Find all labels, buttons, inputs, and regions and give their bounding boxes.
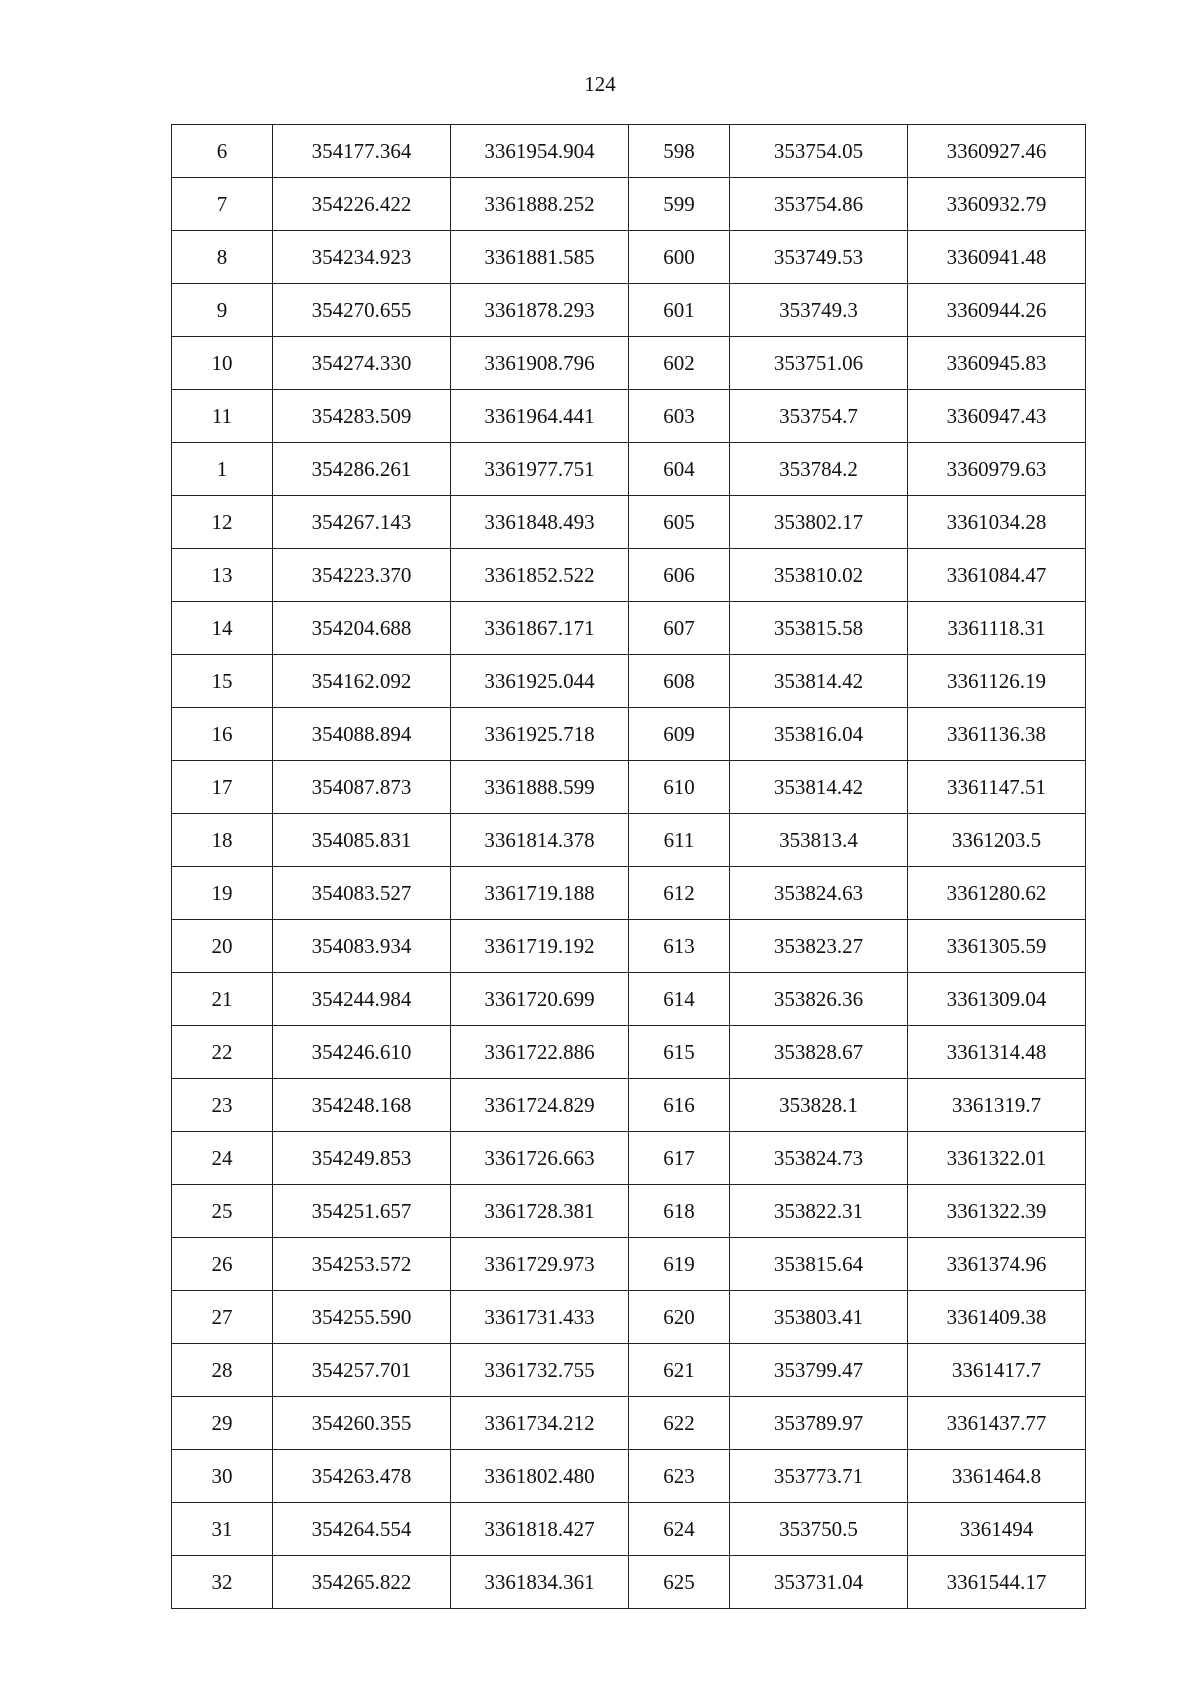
y-coordinate-left-cell: 3361888.252	[451, 178, 629, 231]
table-row	[172, 1503, 1086, 1556]
point-id-left-cell: 16	[172, 708, 273, 761]
y-coordinate-right-cell: 3361126.19	[908, 655, 1086, 708]
y-coordinate-right-cell: 3361084.47	[908, 549, 1086, 602]
point-id-left-cell: 12	[172, 496, 273, 549]
table-row	[172, 708, 1086, 761]
point-id-right-cell: 599	[629, 178, 730, 231]
x-coordinate-right-cell: 353815.58	[730, 602, 908, 655]
x-coordinate-left-cell: 354088.894	[273, 708, 451, 761]
table-row	[172, 284, 1086, 337]
x-coordinate-left-cell: 354274.330	[273, 337, 451, 390]
point-id-right-cell: 624	[629, 1503, 730, 1556]
point-id-left-cell: 6	[172, 125, 273, 178]
x-coordinate-left-cell: 354244.984	[273, 973, 451, 1026]
x-coordinate-left-cell: 354083.527	[273, 867, 451, 920]
point-id-right-cell: 625	[629, 1556, 730, 1609]
y-coordinate-left-cell: 3361977.751	[451, 443, 629, 496]
point-id-left-cell: 32	[172, 1556, 273, 1609]
y-coordinate-right-cell: 3361147.51	[908, 761, 1086, 814]
x-coordinate-left-cell: 354204.688	[273, 602, 451, 655]
x-coordinate-left-cell: 354286.261	[273, 443, 451, 496]
point-id-left-cell: 10	[172, 337, 273, 390]
x-coordinate-left-cell: 354226.422	[273, 178, 451, 231]
y-coordinate-right-cell: 3361118.31	[908, 602, 1086, 655]
y-coordinate-right-cell: 3361309.04	[908, 973, 1086, 1026]
y-coordinate-right-cell: 3361437.77	[908, 1397, 1086, 1450]
x-coordinate-left-cell: 354255.590	[273, 1291, 451, 1344]
x-coordinate-right-cell: 353815.64	[730, 1238, 908, 1291]
y-coordinate-right-cell: 3361034.28	[908, 496, 1086, 549]
point-id-left-cell: 7	[172, 178, 273, 231]
y-coordinate-left-cell: 3361834.361	[451, 1556, 629, 1609]
x-coordinate-right-cell: 353824.73	[730, 1132, 908, 1185]
table-row	[172, 1291, 1086, 1344]
y-coordinate-left-cell: 3361814.378	[451, 814, 629, 867]
point-id-left-cell: 8	[172, 231, 273, 284]
point-id-left-cell: 1	[172, 443, 273, 496]
y-coordinate-right-cell: 3361136.38	[908, 708, 1086, 761]
x-coordinate-right-cell: 353749.53	[730, 231, 908, 284]
table-row	[172, 1397, 1086, 1450]
point-id-left-cell: 9	[172, 284, 273, 337]
y-coordinate-right-cell: 3361417.7	[908, 1344, 1086, 1397]
point-id-right-cell: 598	[629, 125, 730, 178]
x-coordinate-right-cell: 353731.04	[730, 1556, 908, 1609]
table-row	[172, 337, 1086, 390]
point-id-right-cell: 618	[629, 1185, 730, 1238]
point-id-left-cell: 11	[172, 390, 273, 443]
table-row	[172, 231, 1086, 284]
y-coordinate-left-cell: 3361728.381	[451, 1185, 629, 1238]
x-coordinate-right-cell: 353823.27	[730, 920, 908, 973]
point-id-left-cell: 27	[172, 1291, 273, 1344]
y-coordinate-left-cell: 3361719.188	[451, 867, 629, 920]
point-id-right-cell: 606	[629, 549, 730, 602]
point-id-right-cell: 602	[629, 337, 730, 390]
x-coordinate-right-cell: 353751.06	[730, 337, 908, 390]
point-id-left-cell: 21	[172, 973, 273, 1026]
point-id-right-cell: 603	[629, 390, 730, 443]
table-row	[172, 496, 1086, 549]
table-row	[172, 443, 1086, 496]
x-coordinate-left-cell: 354177.364	[273, 125, 451, 178]
point-id-left-cell: 17	[172, 761, 273, 814]
table-row	[172, 1238, 1086, 1291]
y-coordinate-right-cell: 3361374.96	[908, 1238, 1086, 1291]
y-coordinate-right-cell: 3361494	[908, 1503, 1086, 1556]
table-row	[172, 125, 1086, 178]
point-id-right-cell: 619	[629, 1238, 730, 1291]
table-row	[172, 549, 1086, 602]
y-coordinate-left-cell: 3361818.427	[451, 1503, 629, 1556]
point-id-left-cell: 25	[172, 1185, 273, 1238]
point-id-right-cell: 610	[629, 761, 730, 814]
y-coordinate-left-cell: 3361802.480	[451, 1450, 629, 1503]
y-coordinate-right-cell: 3360944.26	[908, 284, 1086, 337]
point-id-left-cell: 20	[172, 920, 273, 973]
y-coordinate-left-cell: 3361881.585	[451, 231, 629, 284]
x-coordinate-right-cell: 353814.42	[730, 655, 908, 708]
point-id-left-cell: 13	[172, 549, 273, 602]
table-row	[172, 1450, 1086, 1503]
x-coordinate-left-cell: 354265.822	[273, 1556, 451, 1609]
y-coordinate-left-cell: 3361720.699	[451, 973, 629, 1026]
y-coordinate-right-cell: 3361280.62	[908, 867, 1086, 920]
table-row	[172, 814, 1086, 867]
y-coordinate-left-cell: 3361731.433	[451, 1291, 629, 1344]
y-coordinate-right-cell: 3360932.79	[908, 178, 1086, 231]
coordinate-table	[171, 124, 1086, 1609]
x-coordinate-left-cell: 354246.610	[273, 1026, 451, 1079]
x-coordinate-left-cell: 354267.143	[273, 496, 451, 549]
x-coordinate-right-cell: 353803.41	[730, 1291, 908, 1344]
y-coordinate-right-cell: 3360941.48	[908, 231, 1086, 284]
x-coordinate-left-cell: 354270.655	[273, 284, 451, 337]
x-coordinate-right-cell: 353749.3	[730, 284, 908, 337]
table-row	[172, 390, 1086, 443]
x-coordinate-right-cell: 353802.17	[730, 496, 908, 549]
x-coordinate-left-cell: 354257.701	[273, 1344, 451, 1397]
x-coordinate-left-cell: 354234.923	[273, 231, 451, 284]
x-coordinate-left-cell: 354083.934	[273, 920, 451, 973]
y-coordinate-left-cell: 3361848.493	[451, 496, 629, 549]
y-coordinate-right-cell: 3361305.59	[908, 920, 1086, 973]
x-coordinate-left-cell: 354223.370	[273, 549, 451, 602]
y-coordinate-right-cell: 3360945.83	[908, 337, 1086, 390]
x-coordinate-right-cell: 353750.5	[730, 1503, 908, 1556]
x-coordinate-left-cell: 354263.478	[273, 1450, 451, 1503]
x-coordinate-right-cell: 353824.63	[730, 867, 908, 920]
x-coordinate-left-cell: 354283.509	[273, 390, 451, 443]
point-id-left-cell: 26	[172, 1238, 273, 1291]
x-coordinate-left-cell: 354249.853	[273, 1132, 451, 1185]
y-coordinate-right-cell: 3361322.01	[908, 1132, 1086, 1185]
point-id-right-cell: 614	[629, 973, 730, 1026]
x-coordinate-right-cell: 353754.86	[730, 178, 908, 231]
point-id-left-cell: 19	[172, 867, 273, 920]
point-id-right-cell: 611	[629, 814, 730, 867]
y-coordinate-right-cell: 3360927.46	[908, 125, 1086, 178]
x-coordinate-right-cell: 353814.42	[730, 761, 908, 814]
x-coordinate-left-cell: 354253.572	[273, 1238, 451, 1291]
point-id-right-cell: 604	[629, 443, 730, 496]
y-coordinate-left-cell: 3361878.293	[451, 284, 629, 337]
y-coordinate-right-cell: 3361409.38	[908, 1291, 1086, 1344]
x-coordinate-right-cell: 353799.47	[730, 1344, 908, 1397]
y-coordinate-left-cell: 3361732.755	[451, 1344, 629, 1397]
y-coordinate-left-cell: 3361908.796	[451, 337, 629, 390]
x-coordinate-left-cell: 354264.554	[273, 1503, 451, 1556]
point-id-left-cell: 30	[172, 1450, 273, 1503]
x-coordinate-right-cell: 353828.1	[730, 1079, 908, 1132]
point-id-left-cell: 28	[172, 1344, 273, 1397]
point-id-right-cell: 620	[629, 1291, 730, 1344]
y-coordinate-left-cell: 3361925.718	[451, 708, 629, 761]
table-row	[172, 920, 1086, 973]
y-coordinate-right-cell: 3361464.8	[908, 1450, 1086, 1503]
y-coordinate-left-cell: 3361867.171	[451, 602, 629, 655]
y-coordinate-left-cell: 3361964.441	[451, 390, 629, 443]
y-coordinate-right-cell: 3361319.7	[908, 1079, 1086, 1132]
x-coordinate-left-cell: 354248.168	[273, 1079, 451, 1132]
x-coordinate-left-cell: 354162.092	[273, 655, 451, 708]
point-id-left-cell: 18	[172, 814, 273, 867]
table-row	[172, 1185, 1086, 1238]
x-coordinate-right-cell: 353826.36	[730, 973, 908, 1026]
table-row	[172, 655, 1086, 708]
x-coordinate-right-cell: 353784.2	[730, 443, 908, 496]
x-coordinate-right-cell: 353816.04	[730, 708, 908, 761]
y-coordinate-left-cell: 3361852.522	[451, 549, 629, 602]
table-row	[172, 1132, 1086, 1185]
x-coordinate-right-cell: 353754.05	[730, 125, 908, 178]
point-id-left-cell: 14	[172, 602, 273, 655]
x-coordinate-right-cell: 353773.71	[730, 1450, 908, 1503]
y-coordinate-left-cell: 3361724.829	[451, 1079, 629, 1132]
x-coordinate-right-cell: 353810.02	[730, 549, 908, 602]
y-coordinate-right-cell: 3361544.17	[908, 1556, 1086, 1609]
point-id-right-cell: 617	[629, 1132, 730, 1185]
point-id-right-cell: 613	[629, 920, 730, 973]
coordinate-table-body	[172, 125, 1086, 1609]
point-id-left-cell: 23	[172, 1079, 273, 1132]
x-coordinate-left-cell: 354260.355	[273, 1397, 451, 1450]
point-id-right-cell: 621	[629, 1344, 730, 1397]
y-coordinate-left-cell: 3361726.663	[451, 1132, 629, 1185]
point-id-right-cell: 616	[629, 1079, 730, 1132]
table-row	[172, 602, 1086, 655]
table-row	[172, 973, 1086, 1026]
point-id-right-cell: 605	[629, 496, 730, 549]
point-id-right-cell: 622	[629, 1397, 730, 1450]
x-coordinate-right-cell: 353813.4	[730, 814, 908, 867]
x-coordinate-right-cell: 353822.31	[730, 1185, 908, 1238]
x-coordinate-right-cell: 353828.67	[730, 1026, 908, 1079]
table-row	[172, 1344, 1086, 1397]
point-id-left-cell: 22	[172, 1026, 273, 1079]
y-coordinate-right-cell: 3361314.48	[908, 1026, 1086, 1079]
point-id-left-cell: 29	[172, 1397, 273, 1450]
y-coordinate-right-cell: 3361203.5	[908, 814, 1086, 867]
table-row	[172, 1026, 1086, 1079]
x-coordinate-left-cell: 354251.657	[273, 1185, 451, 1238]
table-row	[172, 1556, 1086, 1609]
y-coordinate-right-cell: 3360979.63	[908, 443, 1086, 496]
y-coordinate-right-cell: 3360947.43	[908, 390, 1086, 443]
point-id-right-cell: 607	[629, 602, 730, 655]
x-coordinate-left-cell: 354085.831	[273, 814, 451, 867]
y-coordinate-left-cell: 3361722.886	[451, 1026, 629, 1079]
x-coordinate-right-cell: 353789.97	[730, 1397, 908, 1450]
x-coordinate-right-cell: 353754.7	[730, 390, 908, 443]
point-id-right-cell: 600	[629, 231, 730, 284]
table-row	[172, 867, 1086, 920]
y-coordinate-right-cell: 3361322.39	[908, 1185, 1086, 1238]
y-coordinate-left-cell: 3361925.044	[451, 655, 629, 708]
table-row	[172, 761, 1086, 814]
point-id-left-cell: 15	[172, 655, 273, 708]
page-number: 124	[584, 72, 616, 96]
table-row	[172, 1079, 1086, 1132]
point-id-left-cell: 24	[172, 1132, 273, 1185]
point-id-left-cell: 31	[172, 1503, 273, 1556]
point-id-right-cell: 609	[629, 708, 730, 761]
y-coordinate-left-cell: 3361954.904	[451, 125, 629, 178]
y-coordinate-left-cell: 3361888.599	[451, 761, 629, 814]
point-id-right-cell: 601	[629, 284, 730, 337]
x-coordinate-left-cell: 354087.873	[273, 761, 451, 814]
point-id-right-cell: 612	[629, 867, 730, 920]
y-coordinate-left-cell: 3361734.212	[451, 1397, 629, 1450]
y-coordinate-left-cell: 3361719.192	[451, 920, 629, 973]
table-row	[172, 178, 1086, 231]
y-coordinate-left-cell: 3361729.973	[451, 1238, 629, 1291]
point-id-right-cell: 608	[629, 655, 730, 708]
point-id-right-cell: 615	[629, 1026, 730, 1079]
point-id-right-cell: 623	[629, 1450, 730, 1503]
